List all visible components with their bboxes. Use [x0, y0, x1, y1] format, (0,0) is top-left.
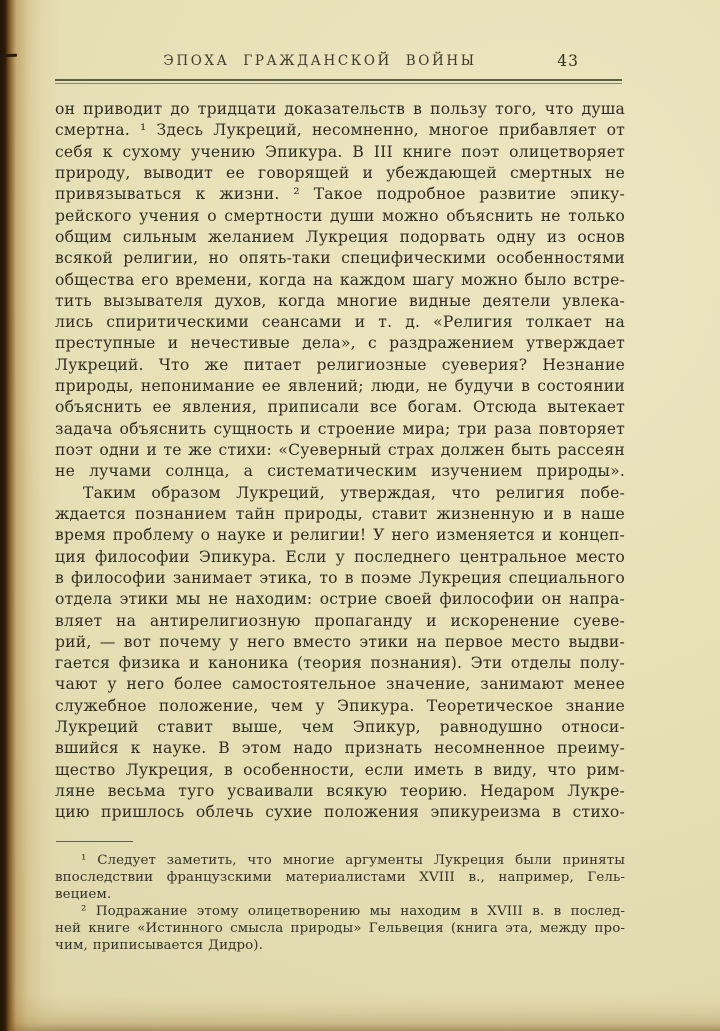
text-line: ция философии Эпикура. Если у последнего центральное место	[55, 547, 625, 566]
text-line: время проблему о науке и религии! У него изменяется и концеп-	[55, 526, 625, 545]
page-number: 43	[557, 52, 579, 70]
text-line: щество Лукреция, в особенности, если иметь в виду, что рим-	[55, 760, 625, 779]
text-line: Лукреций ставит выше, чем Эпикур, равнодушно относи-	[55, 718, 625, 737]
footnote-line: ¹ Следует заметить, что многие аргументы Лукреция были приняты	[81, 853, 625, 868]
text-line: отдела этики мы не находим: острие своей философии он напра-	[55, 590, 625, 609]
text-line: задача объяснить сущность и строение мира; три раза повторяет	[55, 419, 625, 438]
text-line: Лукреций. Что же питает религиозные суеверия? Незнание	[55, 355, 625, 374]
footnote-line: впоследствии французскими материалистами XVIII в., например, Гель-	[55, 870, 625, 886]
text-line: преступные и нечестивые дела», с раздражением утверждает	[55, 334, 625, 353]
text-line: он приводит до тридцати доказательств в пользу того, что душа	[55, 100, 625, 118]
text-line: гается физика и каноника (теория познания). Эти отделы полу-	[55, 654, 625, 673]
footnote-line: ней книге «Истинного смысла природы» Гельвеция (книга эта, между про-	[55, 921, 625, 937]
body-text	[55, 99, 625, 824]
footnote-line: ² Подражание этому олицетворению мы находим в XVIII в. в послед-	[81, 904, 625, 920]
paragraph	[55, 99, 625, 483]
text-line: тить вызывателя духов, когда многие видные деятели увлека-	[55, 291, 625, 310]
footnotes	[55, 852, 625, 955]
text-line: природы, непонимание ее явлений; люди, не будучи в состоянии	[55, 377, 625, 396]
text-line: вляет на антирелигиозную пропаганду и искоренение суеве-	[55, 611, 625, 630]
page-header	[55, 53, 625, 73]
text-line: объяснить ее явления, приписали все богам. Отсюда вытекает	[55, 398, 625, 417]
footnote	[55, 852, 625, 903]
text-line: в философии занимает этика, то в поэме Лукреция специального	[55, 568, 625, 587]
text-line: ляне весьма туго усваивали всякую теорию. Недаром Лукре-	[55, 782, 625, 800]
text-line: лись спиритическими сеансами и т. д. «Религия толкает на	[55, 313, 625, 332]
text-line: смертна. ¹ Здесь Лукреций, несомненно, многое прибавляет от	[55, 121, 625, 140]
scan-mark	[0, 54, 17, 58]
footnote	[55, 903, 625, 954]
text-line: ждается познанием тайн природы, ставит жизненную и в наше	[55, 504, 625, 523]
text-line: природу, выводит ее говорящей и убеждающей смертных не	[55, 163, 625, 182]
footnote-line: вецием.	[55, 887, 112, 903]
footnote-separator	[56, 841, 133, 842]
header-rule	[55, 79, 622, 84]
footnote-line: чим, приписывается Дидро).	[55, 938, 263, 954]
text-line: общества его времени, когда на каждом шагу можно было встре-	[55, 270, 625, 289]
text-line: рейского учения о смертности души можно объяснить не только	[55, 206, 625, 225]
running-title: ЭПОХА ГРАЖДАНСКОЙ ВОЙНЫ	[163, 53, 477, 69]
text-line: чают у него более самостоятельное значение, занимают менее	[55, 675, 625, 694]
text-line: привязываться к жизни. ² Такое подробное развитие эпику-	[55, 185, 625, 204]
text-line: рий, — вот почему у него вместо этики на первое место выдви-	[55, 632, 625, 651]
text-line: цию пришлось облечь сухие положения эпикуреизма в стихо-	[55, 803, 625, 822]
text-line: служебное положение, чем у Эпикура. Теоретическое знание	[55, 696, 625, 715]
text-line: всякой религии, но опять-таки специфическими особенностями	[55, 249, 625, 268]
text-line: поэт одни и те же стихи: «Суеверный страх должен быть рассеян	[55, 441, 625, 459]
text-line: Таким образом Лукреций, утверждая, что религия побе-	[83, 483, 625, 502]
text-line: общим сильным желанием Лукреция подорвать одну из основ	[55, 227, 625, 246]
text-line: вшийся к науке. В этом надо признать несомненное преиму-	[55, 739, 625, 758]
text-line: не лучами солнца, а систематическим изучением природы».	[55, 462, 625, 481]
text-line: себя к сухому учению Эпикура. В III книге поэт олицетворяет	[55, 142, 625, 161]
paragraph	[55, 483, 625, 824]
